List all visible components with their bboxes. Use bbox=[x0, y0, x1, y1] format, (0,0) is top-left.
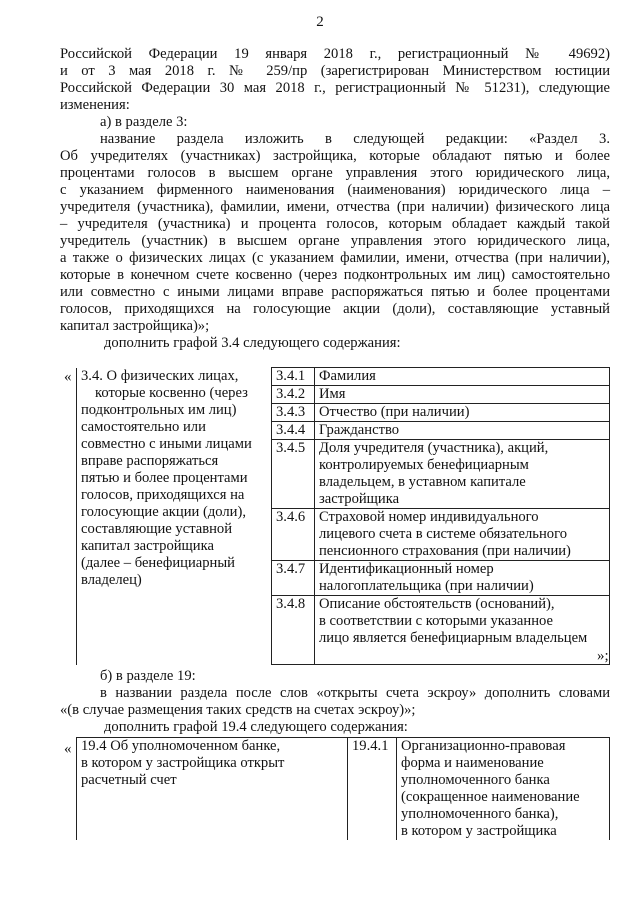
row-line: уполномоченного банка bbox=[401, 772, 550, 788]
row-line: Отчество (при наличии) bbox=[319, 404, 470, 420]
row-line: Гражданство bbox=[319, 422, 400, 438]
table-3-4-left-cell bbox=[77, 368, 272, 665]
row-line: владельцем, в уставном капитале bbox=[319, 474, 526, 490]
row-number: 3.4.2 bbox=[272, 386, 315, 404]
intro-line: изменения: bbox=[60, 97, 130, 113]
row-line: Страховой номер индивидуального bbox=[319, 509, 539, 525]
row-line: Имя bbox=[319, 386, 346, 402]
left-cell-line: 3.4. О физических лицах, bbox=[81, 367, 239, 384]
page-number: 2 bbox=[316, 14, 324, 30]
row-number: 19.4.1 bbox=[348, 738, 397, 841]
row-line: Доля учредителя (участника), акций, bbox=[319, 440, 549, 456]
add-column-3-4: дополнить графой 3.4 следующего содержания: bbox=[104, 335, 401, 351]
intro-line: Российской Федерации 19 января 2018 г., регистрационный № 49692) bbox=[60, 46, 610, 62]
section3-line: голосов, приходящихся на голосующие акции (доли), составляющие уставный bbox=[60, 301, 610, 317]
left-cell-line: голосующие акции (доли), bbox=[81, 503, 246, 520]
add-column-19-4: дополнить графой 19.4 следующего содержания: bbox=[104, 719, 408, 735]
row-content bbox=[315, 404, 610, 422]
section3-line: Об учредителях (участниках) застройщика, которые обладают пятью и более bbox=[60, 148, 610, 164]
row-content bbox=[315, 386, 610, 404]
row-number: 3.4.3 bbox=[272, 404, 315, 422]
left-cell-line: капитал застройщика bbox=[81, 537, 214, 554]
table-3-4 bbox=[76, 367, 610, 665]
section3-line: название раздела изложить в следующей редакции: «Раздел 3. bbox=[100, 131, 610, 147]
intro-line: и от 3 мая 2018 г. № 259/пр (зарегистрирован Министерством юстиции bbox=[60, 63, 610, 79]
table-19-4 bbox=[76, 737, 610, 840]
item-b: б) в разделе 19: bbox=[100, 668, 196, 684]
row-line: пенсионного страхования (при наличии) bbox=[319, 543, 571, 559]
table-row bbox=[77, 368, 610, 386]
section3-line: или совместно с иными лицами вправе распоряжаться пятью и более процентами bbox=[60, 284, 610, 300]
left-cell-line: 19.4 Об уполномоченном банке, bbox=[81, 738, 281, 754]
row-content bbox=[315, 509, 610, 561]
section3-line: учредитель (участник) в высшем органе управления этого юридического лица, bbox=[60, 233, 610, 249]
open-quote: « bbox=[64, 369, 72, 385]
section3-line: учредителя (участника), фамилии, имени, отчества (при наличии) физического лица bbox=[60, 199, 610, 215]
section3-line: которые в конечном счете косвенно (через подконтрольных им лиц) самостоятельно bbox=[60, 267, 610, 283]
row-line: (сокращенное наименование bbox=[401, 789, 580, 805]
row-content bbox=[315, 596, 610, 665]
section3-line: с указанием фирменного наименования (наименования) юридического лица – bbox=[60, 182, 610, 198]
row-number: 3.4.1 bbox=[272, 368, 315, 386]
section3-line: а также о физических лицах (с указанием фамилии, имени, отчества (при наличии), bbox=[60, 250, 610, 266]
row-line: Описание обстоятельств (оснований), bbox=[319, 596, 555, 612]
row-line: лицевого счета в системе обязательного bbox=[319, 526, 567, 542]
row-line: лицо является бенефициарным владельцем bbox=[319, 630, 588, 646]
row-line: Идентификационный номер bbox=[319, 561, 494, 577]
row-content bbox=[397, 738, 610, 841]
section19-line: в названии раздела после слов «открыты счета эскроу» дополнить словами bbox=[100, 685, 610, 701]
section3-line: – учредителя (участника) и процента голосов, которым обладает каждый такой bbox=[60, 216, 610, 232]
left-cell-line: которые косвенно (через bbox=[95, 384, 248, 401]
row-number: 3.4.6 bbox=[272, 509, 315, 561]
row-number: 3.4.8 bbox=[272, 596, 315, 665]
close-quote: »; bbox=[597, 648, 609, 664]
row-content bbox=[315, 422, 610, 440]
left-cell-line: (далее – бенефициарный bbox=[81, 554, 235, 571]
row-content bbox=[315, 368, 610, 386]
section3-line: капитал застройщика)»; bbox=[60, 318, 210, 334]
row-line: застройщика bbox=[319, 491, 400, 507]
row-line: Организационно-правовая bbox=[401, 738, 566, 754]
left-cell-line: голосов, приходящихся на bbox=[81, 486, 245, 503]
row-line: форма и наименование bbox=[401, 755, 544, 771]
left-cell-line: вправе распоряжаться bbox=[81, 452, 219, 469]
row-number: 3.4.5 bbox=[272, 440, 315, 509]
row-line: в котором у застройщика bbox=[401, 823, 557, 839]
left-cell-line: расчетный счет bbox=[81, 772, 177, 788]
left-cell-line: подконтрольных им лиц) bbox=[81, 401, 237, 418]
row-line: Фамилия bbox=[319, 368, 376, 384]
row-number: 3.4.7 bbox=[272, 561, 315, 596]
left-cell-line: самостоятельно или bbox=[81, 418, 206, 435]
row-content bbox=[315, 440, 610, 509]
row-number: 3.4.4 bbox=[272, 422, 315, 440]
open-quote: « bbox=[64, 741, 72, 757]
body-text bbox=[60, 46, 610, 352]
left-cell-line: в котором у застройщика открыт bbox=[81, 755, 285, 771]
section3-line: процентами голосов в высшем органе управления этого юридического лица, bbox=[60, 165, 610, 181]
item-a: а) в разделе 3: bbox=[100, 114, 188, 130]
row-content bbox=[315, 561, 610, 596]
left-cell-line: совместно с иными лицами bbox=[81, 435, 252, 452]
row-line: в соответствии с которыми указанное bbox=[319, 613, 553, 629]
section19-text bbox=[60, 668, 610, 736]
row-line: налогоплательщика (при наличии) bbox=[319, 578, 534, 594]
table-19-4-left-cell bbox=[77, 738, 348, 841]
left-cell-line: составляющие уставной bbox=[81, 520, 233, 537]
section19-line: «(в случае размещения таких средств на счетах эскроу)»; bbox=[60, 702, 416, 718]
left-cell-line: пятью и более процентами bbox=[81, 469, 248, 486]
row-line: уполномоченного банка), bbox=[401, 806, 559, 822]
intro-line: Российской Федерации 30 мая 2018 г., регистрационный № 51231), следующие bbox=[60, 80, 610, 96]
table-row bbox=[77, 738, 610, 841]
left-cell-line: владелец) bbox=[81, 571, 142, 588]
row-line: контролируемых бенефициарным bbox=[319, 457, 529, 473]
